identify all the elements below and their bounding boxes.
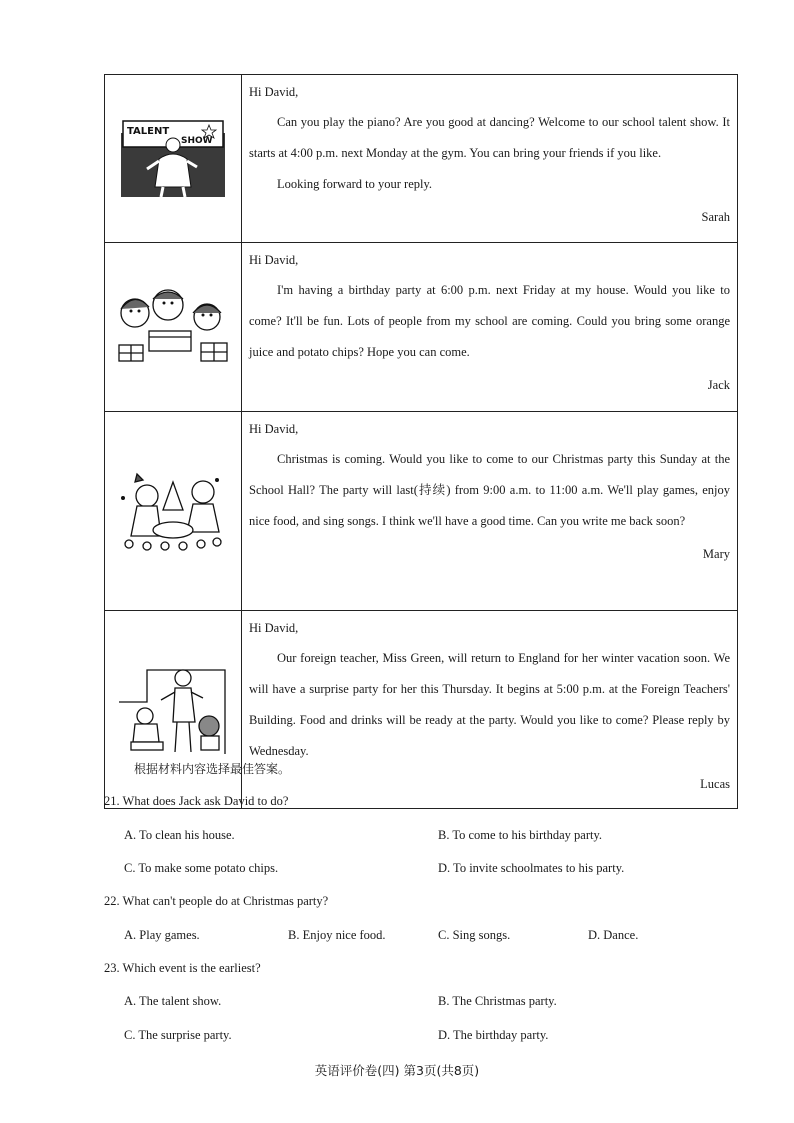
question-21-option-d[interactable]: D. To invite schoolmates to his party. (438, 861, 625, 875)
letter-greeting: Hi David, (249, 621, 299, 635)
talent-show-picture (105, 75, 242, 243)
letter-greeting: Hi David, (249, 253, 299, 267)
instruction-text: 根据材料内容选择最佳答案。 (134, 762, 291, 776)
letter-sarah (242, 75, 738, 243)
letter-closing: Looking forward to your reply. (277, 177, 433, 191)
question-21-stem: 21. What does Jack ask David to do? (104, 794, 289, 808)
letter-signature: Mary (702, 547, 730, 561)
question-23-option-a[interactable]: A. The talent show. (124, 994, 222, 1008)
sign-text-show: SHOW (181, 135, 213, 146)
letter-lucas (242, 611, 738, 809)
letter-signature: Sarah (701, 210, 730, 224)
letter-body: Christmas is coming. Would you like to come to our Christmas party this Sunday at the School Hall? The party will last(持续) from 9:00 a.m. to 11:00 a.m. We'll play games, enjoy nice food, and sing songs. I think we'll have a good time. Can you write me back soon? (249, 452, 730, 528)
letter-row-mary (105, 412, 738, 611)
question-23-option-b[interactable]: B. The Christmas party. (438, 994, 557, 1008)
letter-jack (242, 243, 738, 412)
sign-text-talent: TALENT (127, 125, 170, 137)
question-22-stem: 22. What can't people do at Christmas party? (104, 894, 329, 908)
question-22-option-a[interactable]: A. Play games. (124, 928, 200, 942)
question-22-option-d[interactable]: D. Dance. (588, 928, 639, 942)
letter-greeting: Hi David, (249, 85, 299, 99)
christmas-party-illustration (117, 470, 229, 552)
letter-row-sarah (105, 75, 738, 243)
question-23-option-c[interactable]: C. The surprise party. (124, 1028, 232, 1042)
question-22-option-c[interactable]: C. Sing songs. (438, 928, 511, 942)
question-22-option-b[interactable]: B. Enjoy nice food. (288, 928, 386, 942)
letter-signature: Lucas (700, 777, 730, 791)
letter-signature: Jack (707, 378, 730, 392)
letter-body: Our foreign teacher, Miss Green, will return to England for her winter vacation soon. We will have a surprise party for her this Thursday. It begins at 5:00 p.m. at the Foreign Teachers' Building. Food and drinks will be ready at the party. Would you like to come? Please reply by Wednesday. (249, 651, 730, 758)
birthday-party-illustration (113, 287, 233, 367)
letters-table (104, 74, 738, 809)
letter-mary (242, 412, 738, 611)
birthday-party-picture (105, 243, 242, 412)
question-21-option-a[interactable]: A. To clean his house. (124, 828, 235, 842)
letter-row-jack (105, 243, 738, 412)
question-21-option-c[interactable]: C. To make some potato chips. (124, 861, 279, 875)
surprise-party-picture (105, 611, 242, 809)
letter-body: I'm having a birthday party at 6:00 p.m. next Friday at my house. Would you like to come? It'll be fun. Lots of people from my school are coming. Could you bring some orange juice and potato chips? Hope you can come. (249, 283, 730, 359)
question-21-option-b[interactable]: B. To come to his birthday party. (438, 828, 603, 842)
page-footer: 英语评价卷(四) 第3页(共8页) (314, 1063, 480, 1078)
letter-body: Can you play the piano? Are you good at dancing? Welcome to our school talent show. It starts at 4:00 p.m. next Monday at the gym. You can bring your friends if you like. (249, 115, 730, 160)
surprise-party-illustration (117, 662, 229, 758)
letter-greeting: Hi David, (249, 422, 299, 436)
question-23-option-d[interactable]: D. The birthday party. (438, 1028, 549, 1042)
question-23-stem: 23. Which event is the earliest? (104, 961, 261, 975)
talent-show-illustration (119, 119, 227, 199)
letter-row-lucas (105, 611, 738, 809)
christmas-party-picture (105, 412, 242, 611)
